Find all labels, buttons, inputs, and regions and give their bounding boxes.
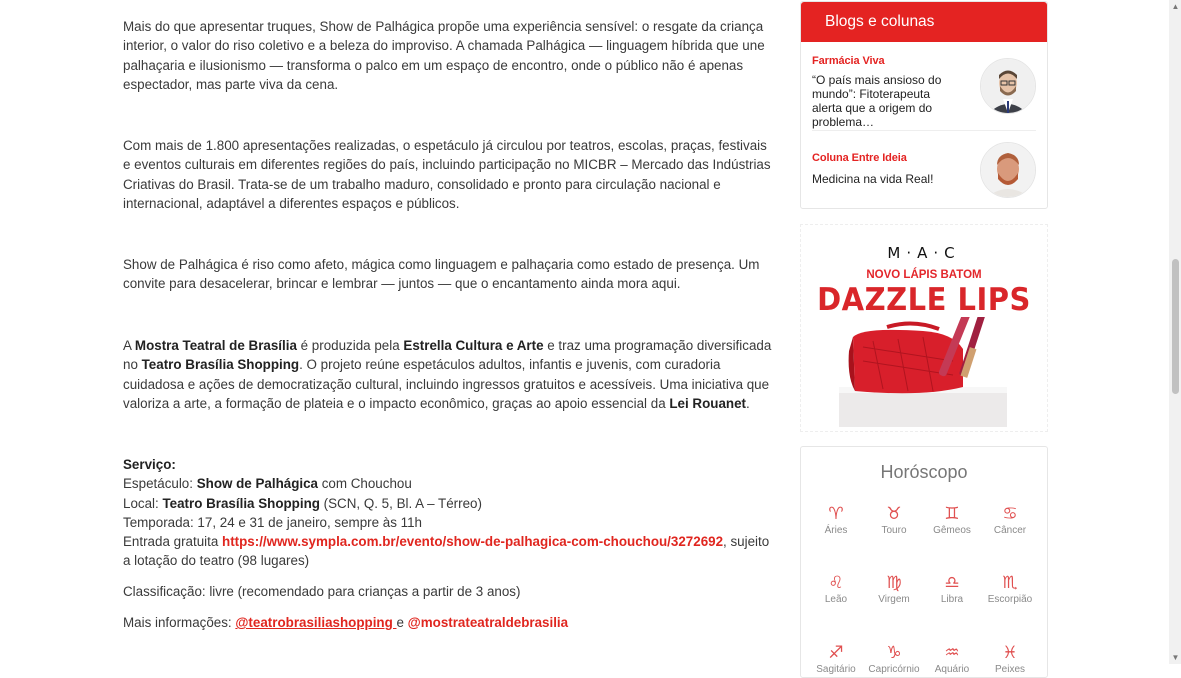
bold-text: Mostra Teatral de Brasília <box>134 338 297 353</box>
horoscope-widget <box>800 446 1048 678</box>
sign-10[interactable] <box>923 642 981 675</box>
blog-title[interactable]: Medicina na vida Real! <box>812 172 934 186</box>
bold-text: Teatro Brasília Shopping <box>141 357 300 373</box>
more-info <box>123 613 773 632</box>
instagram-link-mostra[interactable]: @mostrateatraldebrasilia <box>407 615 569 630</box>
zodiac-icon[interactable]: ♌ <box>828 573 844 593</box>
zodiac-icon[interactable]: ♒ <box>944 643 960 663</box>
blog-item[interactable] <box>812 55 1036 129</box>
lipstick-bag-image <box>803 317 1045 429</box>
zodiac-icon[interactable]: ♉ <box>886 504 902 524</box>
text: Local: <box>123 495 163 511</box>
zodiac-icon[interactable]: ♏ <box>1002 573 1018 593</box>
sign-name[interactable]: Virgem <box>878 594 910 605</box>
paragraph: Show de Palhágica é riso como afeto, mágica como linguagem e palhaçaria como estado de presença. Um convite para desacelerar, brincar e lembrar — juntos — que o encantamento ainda mora aqui. <box>123 257 760 292</box>
text: Espetáculo: <box>123 476 197 492</box>
ad-headline: DAZZLE LIPS <box>817 280 1031 318</box>
sympla-link[interactable]: https://www.sympla.com.br/evento/show-de-palhagica-com-chouchou/3272692 <box>222 534 724 550</box>
blog-category[interactable]: Coluna Entre Ideia <box>812 152 907 164</box>
sign-8[interactable] <box>807 642 865 675</box>
sign-1[interactable] <box>865 503 923 536</box>
sign-name[interactable]: Touro <box>881 525 907 536</box>
text: . <box>746 395 750 411</box>
sign-name[interactable]: Leão <box>824 594 848 605</box>
blog-item[interactable] <box>812 152 1036 186</box>
zodiac-icon[interactable]: ♍ <box>886 573 902 593</box>
horoscope-title: Horóscopo <box>880 462 968 482</box>
sign-name[interactable]: Gêmeos <box>933 525 971 536</box>
blogs-title: Blogs e colunas <box>801 2 1047 42</box>
bold-text: Show de Palhágica <box>196 476 318 492</box>
sign-name[interactable]: Libra <box>940 594 964 605</box>
scroll-up-arrow-icon[interactable]: ▲ <box>1171 2 1180 11</box>
paragraph: Mais do que apresentar truques, Show de Palhágica propõe uma experiência sensível: o resgate da criança interior, o valor do riso coletivo e a beleza do improviso. A chamada Palhágica — linguagem híbrida que une palhaçaria e ilusionismo — transforma o palco em um espaço de encontro, onde o público não é apenas espectador, mas parte viva da cena. <box>123 19 765 92</box>
sign-4[interactable] <box>807 572 865 605</box>
bold-text: Teatro Brasília Shopping <box>162 495 320 511</box>
text: Mais informações: <box>123 615 236 630</box>
bold-text: Lei Rouanet <box>669 395 746 411</box>
paragraph: Com mais de 1.800 apresentações realizadas, o espetáculo já circulou por teatros, escolas, praças, festivais e eventos culturais em diferentes regiões do país, incluindo participação no MICBR – Mercado das Indústrias Criativas do Brasil. Trata-se de um trabalho maduro, consolidado e pronto para circulação nacional e internacional, adaptável a diferentes espaços e públicos. <box>123 138 771 211</box>
sign-6[interactable] <box>923 572 981 605</box>
sign-name[interactable]: Escorpião <box>987 594 1033 605</box>
sign-name[interactable]: Aquário <box>934 664 970 675</box>
paragraph <box>123 336 773 413</box>
sign-5[interactable] <box>865 572 923 605</box>
text: . O projeto reúne espetáculos adultos, infantis e juvenis, com curadoria cuidadosa e ações de democratização cultural, incluindo ingressos gratuitos e acessíveis. Uma iniciativa que valoriza a arte, a formação de plateia e o impacto econômico, graças ao apoio essencial da <box>123 357 770 411</box>
ad-tagline: NOVO LÁPIS BATOM <box>866 269 982 281</box>
bold-text: Estrella Cultura e Arte <box>403 338 544 353</box>
zodiac-icon[interactable]: ♑ <box>886 643 902 663</box>
sign-7[interactable] <box>981 572 1039 605</box>
scrollbar-thumb[interactable] <box>1172 259 1179 394</box>
text: é produzida pela <box>296 338 404 353</box>
text: e traz uma programação diversificada no <box>123 338 772 373</box>
sign-2[interactable] <box>923 503 981 536</box>
sign-0[interactable] <box>807 503 865 536</box>
sign-name[interactable]: Câncer <box>993 525 1027 536</box>
sign-11[interactable] <box>981 642 1039 675</box>
zodiac-icon[interactable]: ♋ <box>1002 504 1018 524</box>
text: e <box>396 615 408 630</box>
divider <box>812 130 1036 131</box>
zodiac-icon[interactable]: ♎ <box>944 573 960 593</box>
sign-name[interactable]: Áries <box>824 525 848 536</box>
avatar[interactable] <box>980 58 1036 114</box>
service-block <box>123 455 773 571</box>
text: , sujeito a lotação do teatro (98 lugares) <box>123 534 770 569</box>
scroll-down-arrow-icon[interactable]: ▼ <box>1171 653 1180 662</box>
ad-banner[interactable] <box>800 224 1048 432</box>
mac-logo: M·A·C <box>887 244 961 262</box>
sign-9[interactable] <box>865 642 923 675</box>
ad-creative[interactable] <box>803 227 1045 429</box>
blog-category[interactable]: Farmácia Viva <box>812 55 885 67</box>
sign-3[interactable] <box>981 503 1039 536</box>
sign-name[interactable]: Sagitário <box>816 664 856 675</box>
text: com Chouchou <box>318 476 412 492</box>
service-heading: Serviço: <box>123 457 176 472</box>
text: A <box>123 338 135 353</box>
instagram-link-teatro[interactable]: @teatrobrasiliashopping <box>235 615 397 630</box>
text: Entrada gratuita <box>123 534 223 550</box>
zodiac-icon[interactable]: ♈ <box>828 504 844 524</box>
text: (SCN, Q. 5, Bl. A – Térreo) <box>319 495 482 511</box>
blog-title[interactable]: “O país mais ansioso do mundo”: Fitoterapeuta alerta que a origem do problema… <box>812 73 942 129</box>
zodiac-icon[interactable]: ♐ <box>828 643 844 663</box>
blogs-widget <box>800 1 1048 209</box>
zodiac-icon[interactable]: ♊ <box>944 504 960 524</box>
rating-text: Classificação: livre (recomendado para crianças a partir de 3 anos) <box>123 584 521 599</box>
avatar[interactable] <box>980 142 1036 198</box>
text: Temporada: 17, 24 e 31 de janeiro, sempre às 11h <box>123 514 422 530</box>
sign-name[interactable]: Peixes <box>994 664 1025 675</box>
zodiac-icon[interactable]: ♓ <box>1002 643 1018 663</box>
sign-name[interactable]: Capricórnio <box>868 664 920 675</box>
